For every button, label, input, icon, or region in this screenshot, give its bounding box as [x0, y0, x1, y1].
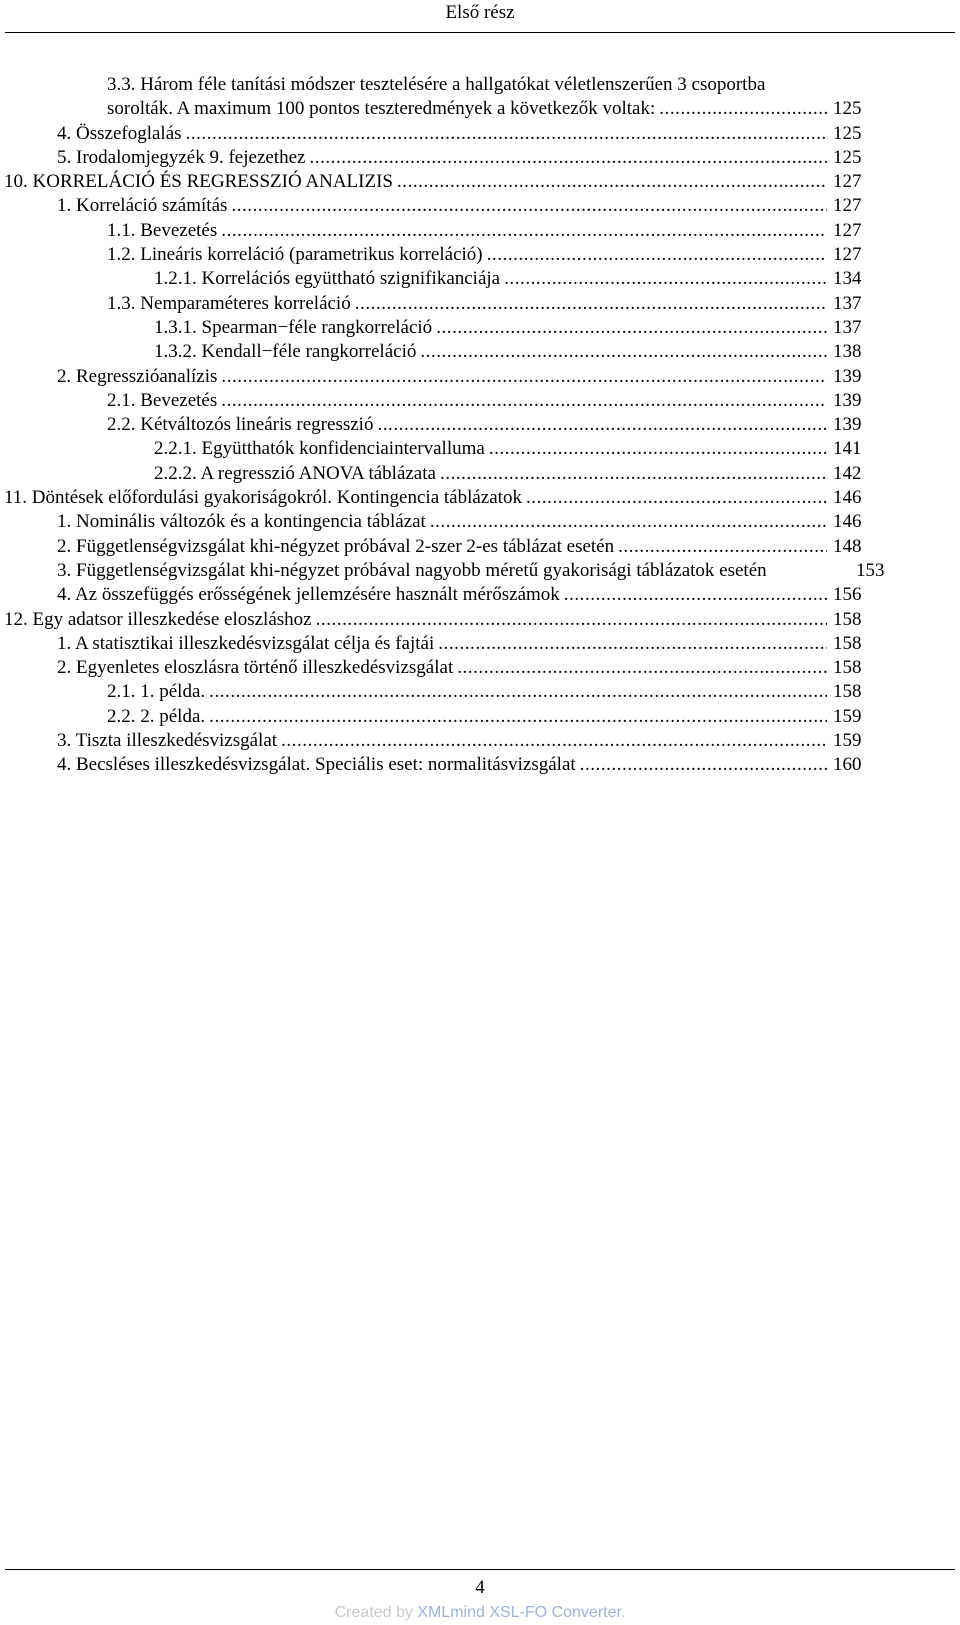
toc-entry-text: 1. A statisztikai illeszkedésvizsgálat célja és fajtái	[57, 632, 435, 654]
toc-page-number: 153	[856, 559, 885, 581]
toc-entry[interactable]	[0, 535, 960, 559]
toc-entry-title	[107, 389, 833, 413]
toc-entry-title	[57, 365, 833, 389]
toc-dot-leader	[580, 753, 827, 777]
toc-page-number: 148	[833, 535, 862, 557]
toc-entry[interactable]	[0, 365, 960, 389]
toc-entry-title	[57, 559, 767, 583]
toc-entry-title	[57, 146, 833, 170]
toc-page-number: 156	[833, 584, 862, 606]
toc-entry-text: 4. Összefoglalás	[57, 122, 182, 144]
toc-dot-leader	[487, 243, 827, 267]
toc-entry-title	[107, 292, 833, 316]
toc-entry[interactable]	[0, 170, 960, 194]
toc-entry-text: 1. Korreláció számítás	[57, 195, 228, 217]
toc-entry-text: 3. Függetlenségvizsgálat khi-négyzet próbával nagyobb méretű gyakorisági táblázatok esetén	[57, 559, 767, 581]
header-rule	[5, 32, 955, 33]
toc-dot-leader	[564, 583, 827, 607]
toc-entry-text: 5. Irodalomjegyzék 9. fejezethez	[57, 146, 306, 168]
toc-page-number: 139	[833, 414, 862, 436]
toc-entry-title	[4, 486, 833, 510]
toc-entry[interactable]	[0, 219, 960, 243]
toc-entry-text: 2. Függetlenségvizsgálat khi-négyzet próbával 2-szer 2-es táblázat esetén	[57, 535, 615, 557]
toc-entry-title	[107, 413, 833, 437]
toc-entry-text: 10. KORRELÁCIÓ ÉS REGRESSZIÓ ANALIZIS	[4, 171, 393, 193]
toc-page-number: 138	[833, 341, 862, 363]
toc-entry-title	[154, 316, 833, 340]
toc-entry-title	[154, 267, 833, 291]
toc-entry[interactable]	[0, 437, 960, 461]
toc-entry[interactable]	[0, 73, 960, 97]
toc-dot-leader	[438, 632, 827, 656]
footer-rule	[5, 1569, 955, 1570]
toc-entry[interactable]	[0, 316, 960, 340]
toc-dot-leader	[355, 292, 827, 316]
toc-page-number: 159	[833, 705, 862, 727]
toc-entry-text: 4. Becsléses illeszkedésvizsgálat. Speciális eset: normalitásvizsgálat	[57, 754, 576, 776]
credit-suffix: .	[620, 1604, 626, 1621]
toc-page-number: 158	[833, 632, 862, 654]
toc-entry-text: 2.2. Kétváltozós lineáris regresszió	[107, 414, 374, 436]
toc-page-number: 146	[833, 487, 862, 509]
toc-entry[interactable]	[0, 608, 960, 632]
toc-entry-text: 11. Döntések előfordulási gyakoriságokról. Kontingencia táblázatok	[4, 487, 522, 509]
toc-entry-text: 2. Regresszióanalízis	[57, 365, 218, 387]
toc-page-number: 125	[833, 122, 862, 144]
toc-dot-leader	[397, 170, 827, 194]
toc-entry[interactable]	[0, 680, 960, 704]
toc-entry-title	[57, 194, 833, 218]
toc-dot-leader	[659, 97, 827, 121]
toc-entry[interactable]	[0, 146, 960, 170]
toc-dot-leader	[618, 535, 827, 559]
toc-entry-text: 1.2.1. Korrelációs együttható szignifikanciája	[154, 268, 501, 290]
toc-entry[interactable]	[0, 705, 960, 729]
toc-entry-text: 2.1. 1. példa.	[107, 681, 206, 703]
toc-entry-title	[57, 753, 833, 777]
toc-entry-title	[107, 243, 833, 267]
toc-dot-leader	[430, 510, 827, 534]
toc-dot-leader	[221, 389, 827, 413]
toc-page-number: 142	[833, 462, 862, 484]
toc-dot-leader	[489, 437, 827, 461]
toc-entry[interactable]	[0, 656, 960, 680]
toc-page-number: 127	[833, 244, 862, 266]
toc-entry-text: 1. Nominális változók és a kontingencia táblázat	[57, 511, 426, 533]
toc-entry-text: 1.3. Nemparaméteres korreláció	[107, 292, 351, 314]
toc-entry[interactable]	[0, 122, 960, 146]
toc-dot-leader	[281, 729, 827, 753]
toc-entry[interactable]	[0, 267, 960, 291]
toc-entry-title	[4, 608, 833, 632]
toc-entry-text: 3.3. Három féle tanítási módszer tesztelésére a hallgatókat véletlenszerűen 3 csoportba	[107, 74, 766, 95]
toc-entry-title	[154, 462, 833, 486]
toc-entry[interactable]	[0, 632, 960, 656]
toc-page-number: 146	[833, 511, 862, 533]
credit-link[interactable]: XMLmind XSL-FO Converter	[417, 1604, 621, 1621]
toc-page-number: 125	[833, 146, 862, 168]
toc-page-number: 158	[833, 608, 862, 630]
toc-entry-title	[57, 535, 833, 559]
toc-entry-title	[57, 656, 833, 680]
toc-dot-leader	[221, 365, 827, 389]
toc-page-number: 127	[833, 171, 862, 193]
toc-dot-leader	[457, 656, 827, 680]
toc-entry-title	[57, 583, 833, 607]
toc-page-number: 127	[833, 219, 862, 241]
toc-dot-leader	[186, 122, 827, 146]
toc-page-number: 160	[833, 754, 862, 776]
toc-entry-title	[107, 97, 833, 121]
toc-page-number: 127	[833, 195, 862, 217]
toc-entry[interactable]	[0, 729, 960, 753]
toc-entry-title	[57, 510, 833, 534]
toc-entry-text: 3. Tiszta illeszkedésvizsgálat	[57, 730, 278, 752]
toc-entry-title	[4, 170, 833, 194]
credit-prefix: Created by	[334, 1604, 418, 1621]
toc-entry-text: 1.3.2. Kendall−féle rangkorreláció	[154, 341, 417, 363]
toc-dot-leader	[504, 267, 827, 291]
toc-dot-leader	[231, 194, 827, 218]
toc-dot-leader	[309, 146, 827, 170]
toc-entry-title	[57, 632, 833, 656]
toc-page-number: 139	[833, 365, 862, 387]
toc-entry-title	[57, 729, 833, 753]
toc-entry[interactable]	[0, 243, 960, 267]
toc-page-number: 139	[833, 389, 862, 411]
toc-entry-text: 4. Az összefüggés erősségének jellemzésére használt mérőszámok	[57, 584, 560, 606]
toc-entry-title	[154, 340, 833, 364]
page-number: 4	[475, 1577, 485, 1598]
toc-dot-leader	[440, 462, 827, 486]
toc-entry[interactable]	[0, 340, 960, 364]
toc-entry[interactable]	[0, 389, 960, 413]
toc-entry[interactable]	[0, 194, 960, 218]
toc-dot-leader	[209, 680, 827, 704]
toc-entry[interactable]	[0, 462, 960, 486]
toc-entry-text: 1.1. Bevezetés	[107, 219, 218, 241]
converter-credit	[0, 1603, 960, 1623]
running-header: Első rész	[445, 2, 515, 23]
toc-page-number: 137	[833, 316, 862, 338]
toc-page-number: 159	[833, 730, 862, 752]
toc-dot-leader	[377, 413, 827, 437]
toc-page-number: 158	[833, 657, 862, 679]
toc-entry-text: sorolták. A maximum 100 pontos teszteredmények a következők voltak:	[107, 98, 656, 120]
toc-page-number: 158	[833, 681, 862, 703]
toc-dot-leader	[316, 608, 827, 632]
table-of-contents	[0, 73, 960, 778]
toc-entry[interactable]	[0, 413, 960, 437]
toc-entry-text: 1.3.1. Spearman−féle rangkorreláció	[154, 316, 433, 338]
toc-entry-title	[154, 437, 833, 461]
toc-entry[interactable]	[0, 559, 960, 583]
toc-dot-leader	[221, 219, 827, 243]
toc-entry-text: 1.2. Lineáris korreláció (parametrikus korreláció)	[107, 244, 483, 266]
toc-dot-leader	[436, 316, 827, 340]
toc-entry[interactable]	[0, 292, 960, 316]
toc-entry-title	[107, 680, 833, 704]
toc-entry-title	[107, 73, 765, 97]
toc-page-number: 125	[833, 98, 862, 120]
toc-entry[interactable]	[0, 510, 960, 534]
toc-entry[interactable]	[0, 753, 960, 777]
toc-dot-leader	[526, 486, 827, 510]
toc-entry-text: 2.2.1. Együtthatók konfidenciaintervalluma	[154, 438, 485, 460]
toc-entry-text: 2.2. 2. példa.	[107, 705, 206, 727]
toc-entry-text: 12. Egy adatsor illeszkedése eloszláshoz	[4, 608, 312, 630]
toc-entry-title	[107, 705, 833, 729]
toc-entry-title	[57, 122, 833, 146]
toc-entry-title	[107, 219, 833, 243]
toc-page-number: 137	[833, 292, 862, 314]
toc-dot-leader	[420, 340, 827, 364]
toc-entry-text: 2. Egyenletes eloszlásra történő illeszkedésvizsgálat	[57, 657, 454, 679]
toc-dot-leader	[209, 705, 827, 729]
toc-page-number: 134	[833, 268, 862, 290]
toc-page-number: 141	[833, 438, 862, 460]
toc-entry-text: 2.2.2. A regresszió ANOVA táblázata	[154, 462, 436, 484]
toc-entry[interactable]	[0, 97, 960, 121]
toc-entry[interactable]	[0, 583, 960, 607]
toc-entry-text: 2.1. Bevezetés	[107, 389, 218, 411]
toc-entry[interactable]	[0, 486, 960, 510]
